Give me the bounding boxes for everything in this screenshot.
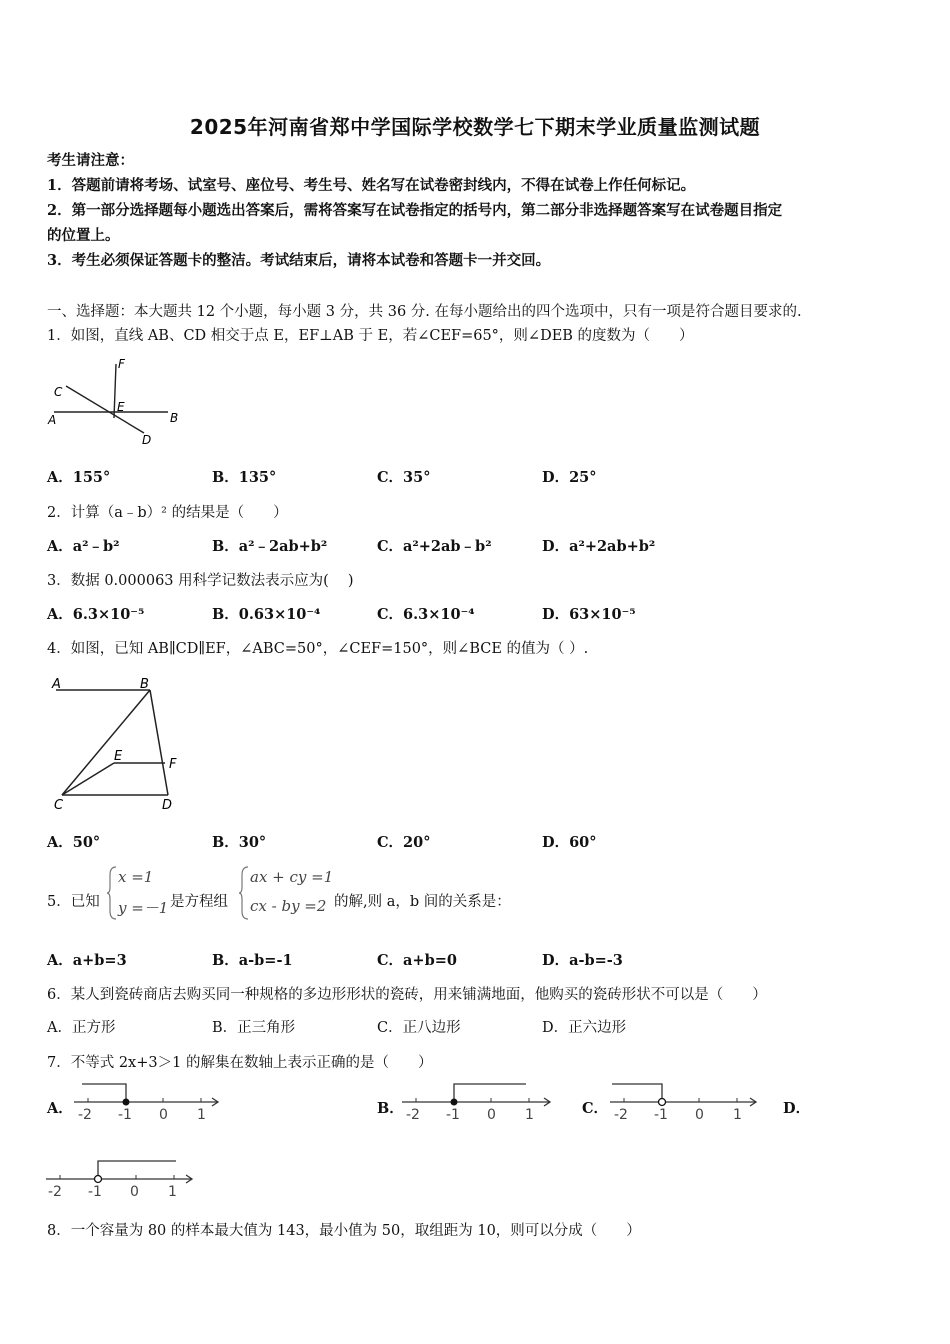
notice-heading: 考生请注意： <box>47 152 134 169</box>
question-3-option-b: B．0.63×10⁻⁴ <box>212 606 321 623</box>
point-label-d: D <box>162 798 173 813</box>
point-label-f: F <box>118 357 125 371</box>
tick-label: -1 <box>446 1107 460 1123</box>
question-1-option-a: A．155° <box>47 469 111 486</box>
line-cd <box>66 386 144 433</box>
tick-label: -2 <box>614 1107 628 1123</box>
tick-label: -1 <box>118 1107 132 1123</box>
question-2-option-a: A．a²﹣b² <box>47 538 120 555</box>
question-5-suffix: 的解,则 a，b 间的关系是： <box>334 894 511 910</box>
question-6-option-a: A．正方形 <box>47 1020 116 1036</box>
point-label-b: B <box>140 677 149 692</box>
tick-label: 0 <box>159 1107 168 1123</box>
point-label-e: E <box>117 400 125 414</box>
solution-bracket <box>612 1084 662 1102</box>
point-label-c: C <box>54 385 63 399</box>
tick-label: 1 <box>168 1184 177 1200</box>
solid-point <box>123 1099 130 1106</box>
left-brace-icon <box>238 865 250 921</box>
number-line-a <box>70 1078 230 1126</box>
solid-point <box>451 1099 458 1106</box>
notice-item: 的位置上。 <box>47 227 120 244</box>
hollow-point <box>95 1176 102 1183</box>
question-6-option-c: C．正八边形 <box>377 1020 461 1036</box>
system-1-eq-2: y =－1 <box>118 899 169 917</box>
tick-label: -2 <box>406 1107 420 1123</box>
segment-bd <box>150 690 168 795</box>
number-line-c <box>606 1078 766 1126</box>
question-4-option-a: A．50° <box>47 834 101 851</box>
point-label-e: E <box>114 749 123 764</box>
question-5-middle: 是方程组 <box>170 894 228 910</box>
question-8-stem: 8．一个容量为 80 的样本最大值为 143，最小值为 50，取组距为 10，则可以分成（ ） <box>47 1223 641 1239</box>
segment-bc <box>62 690 150 795</box>
question-6-stem: 6．某人到瓷砖商店去购买同一种规格的多边形形状的瓷砖，用来铺满地面，他购买的瓷砖形状不可以是（ ） <box>47 987 767 1003</box>
question-7-option-c-label: C． <box>582 1100 609 1117</box>
question-5-option-d: D．a-b=-3 <box>542 952 623 969</box>
question-5-option-a: A．a+b=3 <box>47 952 127 969</box>
question-1-figure <box>44 356 194 448</box>
question-3-option-d: D．63×10⁻⁵ <box>542 606 636 623</box>
question-5-prefix: 5．已知 <box>47 894 100 910</box>
left-brace-icon <box>106 865 118 921</box>
point-label-f: F <box>169 757 177 772</box>
question-3-option-c: C．6.3×10⁻⁴ <box>377 606 475 623</box>
tick-label: 0 <box>695 1107 704 1123</box>
line-ef <box>114 364 116 418</box>
question-1-option-c: C．35° <box>377 469 431 486</box>
tick-label: -1 <box>654 1107 668 1123</box>
tick-label: 1 <box>525 1107 534 1123</box>
question-5-option-c: C．a+b=0 <box>377 952 457 969</box>
tick-label: 0 <box>487 1107 496 1123</box>
question-3-stem: 3．数据 0.000063 用科学记数法表示应为( ) <box>47 573 354 589</box>
tick-label: -2 <box>78 1107 92 1123</box>
question-7-option-b-label: B． <box>377 1100 404 1117</box>
question-4-option-d: D．60° <box>542 834 597 851</box>
question-2-stem: 2．计算（a﹣b）² 的结果是（ ） <box>47 505 288 521</box>
question-6-option-b: B．正三角形 <box>212 1020 296 1036</box>
question-2-option-c: C．a²+2ab﹣b² <box>377 538 492 555</box>
question-4-option-b: B．30° <box>212 834 267 851</box>
question-1-stem: 1．如图，直线 AB、CD 相交于点 E，EF⊥AB 于 E，若∠CEF=65°，则∠DEB 的度数为（ ） <box>47 328 694 344</box>
question-3-option-a: A．6.3×10⁻⁵ <box>47 606 145 623</box>
question-4-figure <box>44 670 194 815</box>
system-2-eq-2: cx - by =2 <box>250 897 327 915</box>
section-heading: 一、选择题：本大题共 12 个小题，每小题 3 分，共 36 分. 在每小题给出的四个选项中，只有一项是符合题目要求的. <box>47 304 802 320</box>
point-label-a: A <box>48 413 57 427</box>
point-label-c: C <box>54 798 64 813</box>
question-7-stem: 7．不等式 2x+3＞1 的解集在数轴上表示正确的是（ ） <box>47 1055 433 1071</box>
tick-label: -1 <box>88 1184 102 1200</box>
solution-bracket <box>454 1084 526 1102</box>
hollow-point <box>659 1099 666 1106</box>
notice-item: 1．答题前请将考场、试室号、座位号、考生号、姓名写在试卷密封线内，不得在试卷上作任何标记。 <box>47 177 696 194</box>
question-1-option-b: B．135° <box>212 469 277 486</box>
question-6-option-d: D．正六边形 <box>542 1020 627 1036</box>
point-label-a: A <box>52 677 61 692</box>
system-1-eq-1: x =1 <box>118 868 154 886</box>
notice-item: 2．第一部分选择题每小题选出答案后，需将答案写在试卷指定的括号内，第二部分非选择题答案写在试卷题目指定 <box>47 202 783 219</box>
question-2-option-b: B．a²﹣2ab+b² <box>212 538 328 555</box>
point-label-b: B <box>170 411 179 425</box>
question-7-option-a-label: A． <box>47 1100 73 1117</box>
page-title: 2025年河南省郑中学国际学校数学七下期末学业质量监测试题 <box>189 115 761 139</box>
segment-ce <box>62 763 114 795</box>
system-2-eq-1: ax + cy =1 <box>250 868 334 886</box>
question-1-option-d: D．25° <box>542 469 597 486</box>
tick-label: -2 <box>48 1184 62 1200</box>
point-label-d: D <box>142 433 152 447</box>
question-4-option-c: C．20° <box>377 834 431 851</box>
question-7-option-d-label: D． <box>783 1100 811 1117</box>
question-5-option-b: B．a-b=-1 <box>212 952 293 969</box>
tick-label: 1 <box>197 1107 206 1123</box>
question-4-stem: 4．如图，已知 AB∥CD∥EF，∠ABC=50°，∠CEF=150°，则∠BCE 的值为（ ）. <box>47 641 589 657</box>
notice-item: 3．考生必须保证答题卡的整洁。考试结束后，请将本试卷和答题卡一并交回。 <box>47 252 551 269</box>
number-line-b <box>398 1078 558 1126</box>
tick-label: 1 <box>733 1107 742 1123</box>
solution-bracket <box>82 1084 126 1102</box>
solution-bracket <box>98 1161 176 1179</box>
number-line-d <box>44 1155 204 1203</box>
tick-label: 0 <box>130 1184 139 1200</box>
question-2-option-d: D．a²+2ab+b² <box>542 538 656 555</box>
